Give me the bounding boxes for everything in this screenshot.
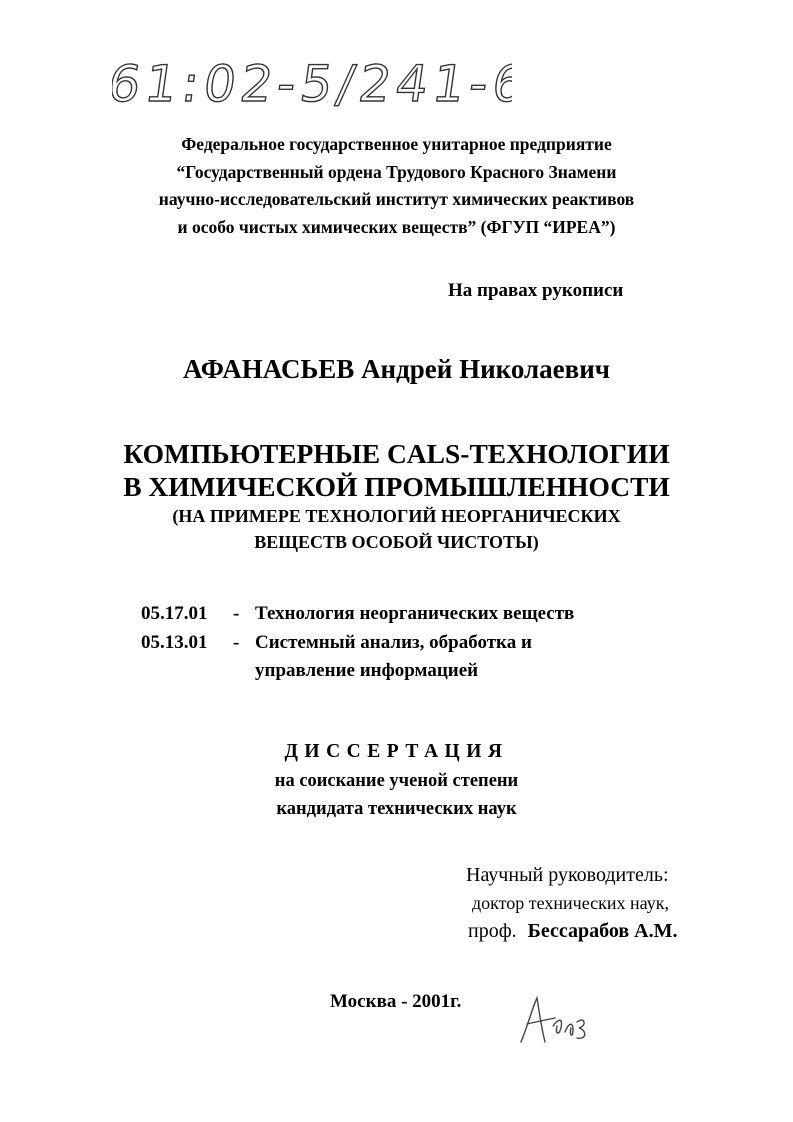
specialty-1 bbox=[141, 600, 701, 628]
specialty-1-dash: - bbox=[233, 603, 240, 624]
rights-note: На правах рукописи bbox=[448, 280, 624, 301]
author-surname: АФАНАСЬЕВ bbox=[183, 354, 355, 384]
place-year: Москва - 2001г. bbox=[330, 991, 462, 1012]
handwritten-signature bbox=[515, 992, 605, 1052]
specialty-2-name-line-2: управление информацией bbox=[255, 660, 479, 681]
supervisor-title: проф. bbox=[468, 920, 517, 942]
signature-stroke bbox=[521, 998, 585, 1042]
organization-line-2: “Государственный ордена Трудового Красного Знамени bbox=[176, 161, 617, 182]
supervisor-name: Бессарабов А.М. bbox=[527, 920, 678, 942]
title-line-2: В ХИМИЧЕСКОЙ ПРОМЫШЛЕННОСТИ bbox=[123, 471, 670, 502]
author-given-names: Андрей Николаевич bbox=[361, 354, 610, 384]
supervisor-title-name bbox=[468, 920, 678, 943]
organization-line-3: научно-исследовательский институт химических реактивов bbox=[158, 189, 635, 209]
supervisor-degree: доктор технических наук, bbox=[472, 893, 669, 913]
specialty-1-code: 05.17.01 bbox=[141, 603, 208, 624]
specialty-2 bbox=[141, 629, 701, 685]
specialty-2-name-line-1: Системный анализ, обработка и bbox=[255, 632, 532, 653]
subtitle-line-1: (НА ПРИМЕРЕ ТЕХНОЛОГИЙ НЕОРГАНИЧЕСКИХ bbox=[172, 506, 621, 526]
dissertation-line-2: кандидата технических наук bbox=[276, 799, 517, 819]
handwritten-number-svg bbox=[112, 45, 512, 125]
signature-svg bbox=[515, 992, 605, 1052]
dissertation-word: ДИССЕРТАЦИЯ bbox=[284, 741, 509, 762]
specialty-1-name: Технология неорганических веществ bbox=[255, 603, 575, 624]
dissertation-title bbox=[0, 437, 793, 555]
specialty-2-code: 05.13.01 bbox=[141, 632, 208, 653]
subtitle-line-2: ВЕЩЕСТВ ОСОБОЙ ЧИСТОТЫ) bbox=[254, 532, 539, 552]
organization-line-1: Федеральное государственное унитарное предприятие bbox=[181, 134, 612, 154]
dissertation-line-1: на соискание ученой степени bbox=[274, 771, 519, 791]
organization-block bbox=[0, 131, 793, 241]
handwritten-number-text: 61:02-5/241-6 bbox=[112, 54, 512, 113]
specialty-2-dash: - bbox=[233, 632, 240, 653]
handwritten-archive-number bbox=[112, 45, 512, 125]
dissertation-block bbox=[0, 737, 793, 823]
author-name bbox=[0, 354, 793, 385]
organization-line-4: и особо чистых химических веществ” (ФГУП “ИРЕА”) bbox=[177, 216, 616, 237]
title-line-1: КОМПЬЮТЕРНЫЕ CALS-ТЕХНОЛОГИИ bbox=[123, 438, 670, 469]
supervisor-label: Научный руководитель: bbox=[466, 864, 669, 886]
